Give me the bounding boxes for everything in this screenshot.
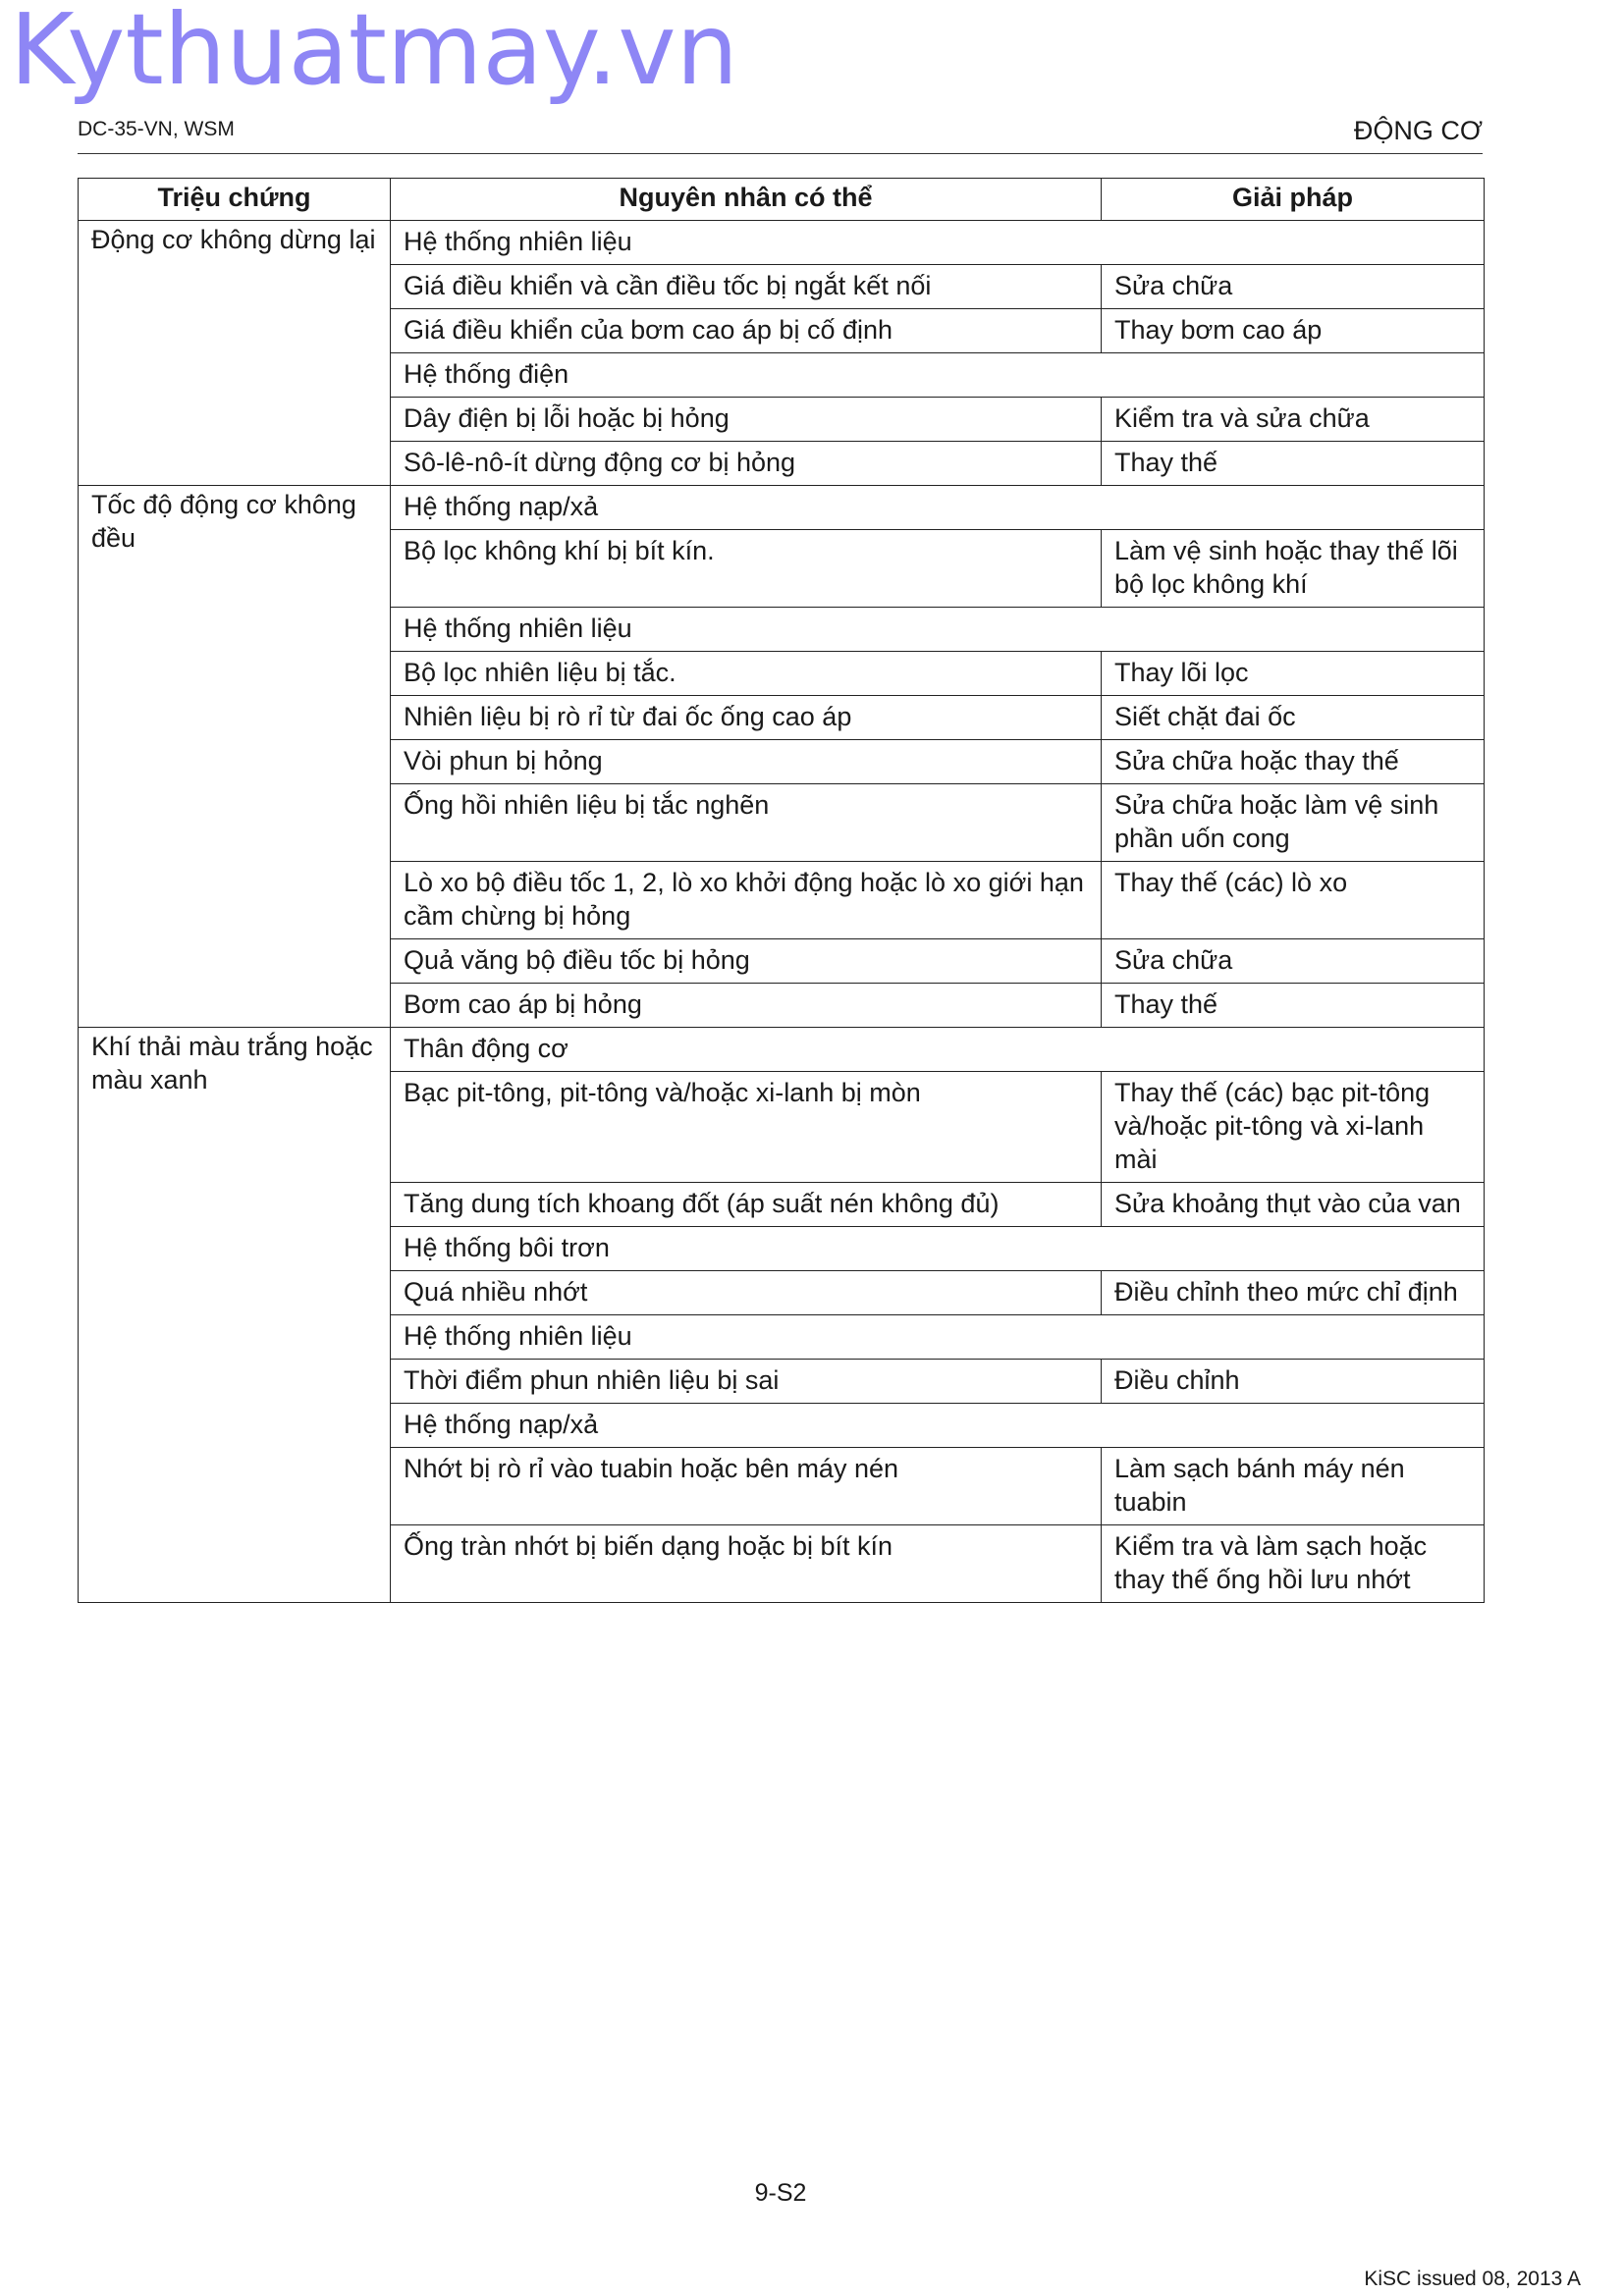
symptom-cell: Khí thải màu trắng hoặc màu xanh	[79, 1028, 391, 1603]
cause-cell: Bộ lọc nhiên liệu bị tắc.	[391, 652, 1102, 696]
header-cause: Nguyên nhân có thể	[391, 179, 1102, 221]
cause-cell: Thời điểm phun nhiên liệu bị sai	[391, 1360, 1102, 1404]
solution-cell: Điều chỉnh theo mức chỉ định	[1102, 1271, 1485, 1315]
system-category-cell: Hệ thống nạp/xả	[391, 486, 1485, 530]
system-category-cell: Hệ thống điện	[391, 353, 1485, 398]
solution-cell: Sửa khoảng thụt vào của van	[1102, 1183, 1485, 1227]
system-category-cell: Hệ thống nạp/xả	[391, 1404, 1485, 1448]
system-category-cell: Hệ thống nhiên liệu	[391, 1315, 1485, 1360]
cause-cell: Bạc pit-tông, pit-tông và/hoặc xi-lanh bị mòn	[391, 1072, 1102, 1183]
solution-cell: Làm sạch bánh máy nén tuabin	[1102, 1448, 1485, 1525]
cause-cell: Giá điều khiển của bơm cao áp bị cố định	[391, 309, 1102, 353]
cause-cell: Nhiên liệu bị rò rỉ từ đai ốc ống cao áp	[391, 696, 1102, 740]
solution-cell: Điều chỉnh	[1102, 1360, 1485, 1404]
solution-cell: Thay lõi lọc	[1102, 652, 1485, 696]
cause-cell: Lò xo bộ điều tốc 1, 2, lò xo khởi động hoặc lò xo giới hạn cầm chừng bị hỏng	[391, 862, 1102, 939]
header-symptom: Triệu chứng	[79, 179, 391, 221]
doc-code: DC-35-VN, WSM	[78, 118, 235, 140]
system-category-cell: Thân động cơ	[391, 1028, 1485, 1072]
solution-cell: Làm vệ sinh hoặc thay thế lõi bộ lọc không khí	[1102, 530, 1485, 608]
cause-cell: Ống tràn nhớt bị biến dạng hoặc bị bít kín	[391, 1525, 1102, 1603]
solution-cell: Kiểm tra và làm sạch hoặc thay thế ống hồi lưu nhớt	[1102, 1525, 1485, 1603]
table-row	[79, 486, 1485, 530]
solution-cell: Sửa chữa	[1102, 265, 1485, 309]
solution-cell: Sửa chữa hoặc thay thế	[1102, 740, 1485, 784]
symptom-cell: Tốc độ động cơ không đều	[79, 486, 391, 1028]
cause-cell: Sô-lê-nô-ít dừng động cơ bị hỏng	[391, 442, 1102, 486]
cause-cell: Nhớt bị rò rỉ vào tuabin hoặc bên máy nén	[391, 1448, 1102, 1525]
table-body	[79, 221, 1485, 1603]
watermark: Kythuatmay.vn	[10, 0, 738, 107]
solution-cell: Thay thế	[1102, 442, 1485, 486]
cause-cell: Giá điều khiển và cần điều tốc bị ngắt kết nối	[391, 265, 1102, 309]
header-divider	[78, 153, 1483, 154]
cause-cell: Bơm cao áp bị hỏng	[391, 984, 1102, 1028]
system-category-cell: Hệ thống bôi trơn	[391, 1227, 1485, 1271]
issue-info: KiSC issued 08, 2013 A	[1364, 2268, 1581, 2290]
cause-cell: Quả văng bộ điều tốc bị hỏng	[391, 939, 1102, 984]
troubleshooting-table	[78, 178, 1485, 1603]
page-number: 9-S2	[754, 2179, 807, 2207]
cause-cell: Quá nhiều nhớt	[391, 1271, 1102, 1315]
solution-cell: Thay thế (các) lò xo	[1102, 862, 1485, 939]
cause-cell: Tăng dung tích khoang đốt (áp suất nén không đủ)	[391, 1183, 1102, 1227]
cause-cell: Dây điện bị lỗi hoặc bị hỏng	[391, 398, 1102, 442]
solution-cell: Siết chặt đai ốc	[1102, 696, 1485, 740]
solution-cell: Kiểm tra và sửa chữa	[1102, 398, 1485, 442]
table-row	[79, 221, 1485, 265]
cause-cell: Vòi phun bị hỏng	[391, 740, 1102, 784]
system-category-cell: Hệ thống nhiên liệu	[391, 221, 1485, 265]
header-solution: Giải pháp	[1102, 179, 1485, 221]
cause-cell: Bộ lọc không khí bị bít kín.	[391, 530, 1102, 608]
solution-cell: Thay thế (các) bạc pit-tông và/hoặc pit-tông và xi-lanh mài	[1102, 1072, 1485, 1183]
table-header-row	[79, 179, 1485, 221]
system-category-cell: Hệ thống nhiên liệu	[391, 608, 1485, 652]
solution-cell: Thay thế	[1102, 984, 1485, 1028]
solution-cell: Thay bơm cao áp	[1102, 309, 1485, 353]
section-title: ĐỘNG CƠ	[1353, 116, 1483, 145]
symptom-cell: Động cơ không dừng lại	[79, 221, 391, 486]
table-row	[79, 1028, 1485, 1072]
solution-cell: Sửa chữa	[1102, 939, 1485, 984]
solution-cell: Sửa chữa hoặc làm vệ sinh phần uốn cong	[1102, 784, 1485, 862]
cause-cell: Ống hồi nhiên liệu bị tắc nghẽn	[391, 784, 1102, 862]
